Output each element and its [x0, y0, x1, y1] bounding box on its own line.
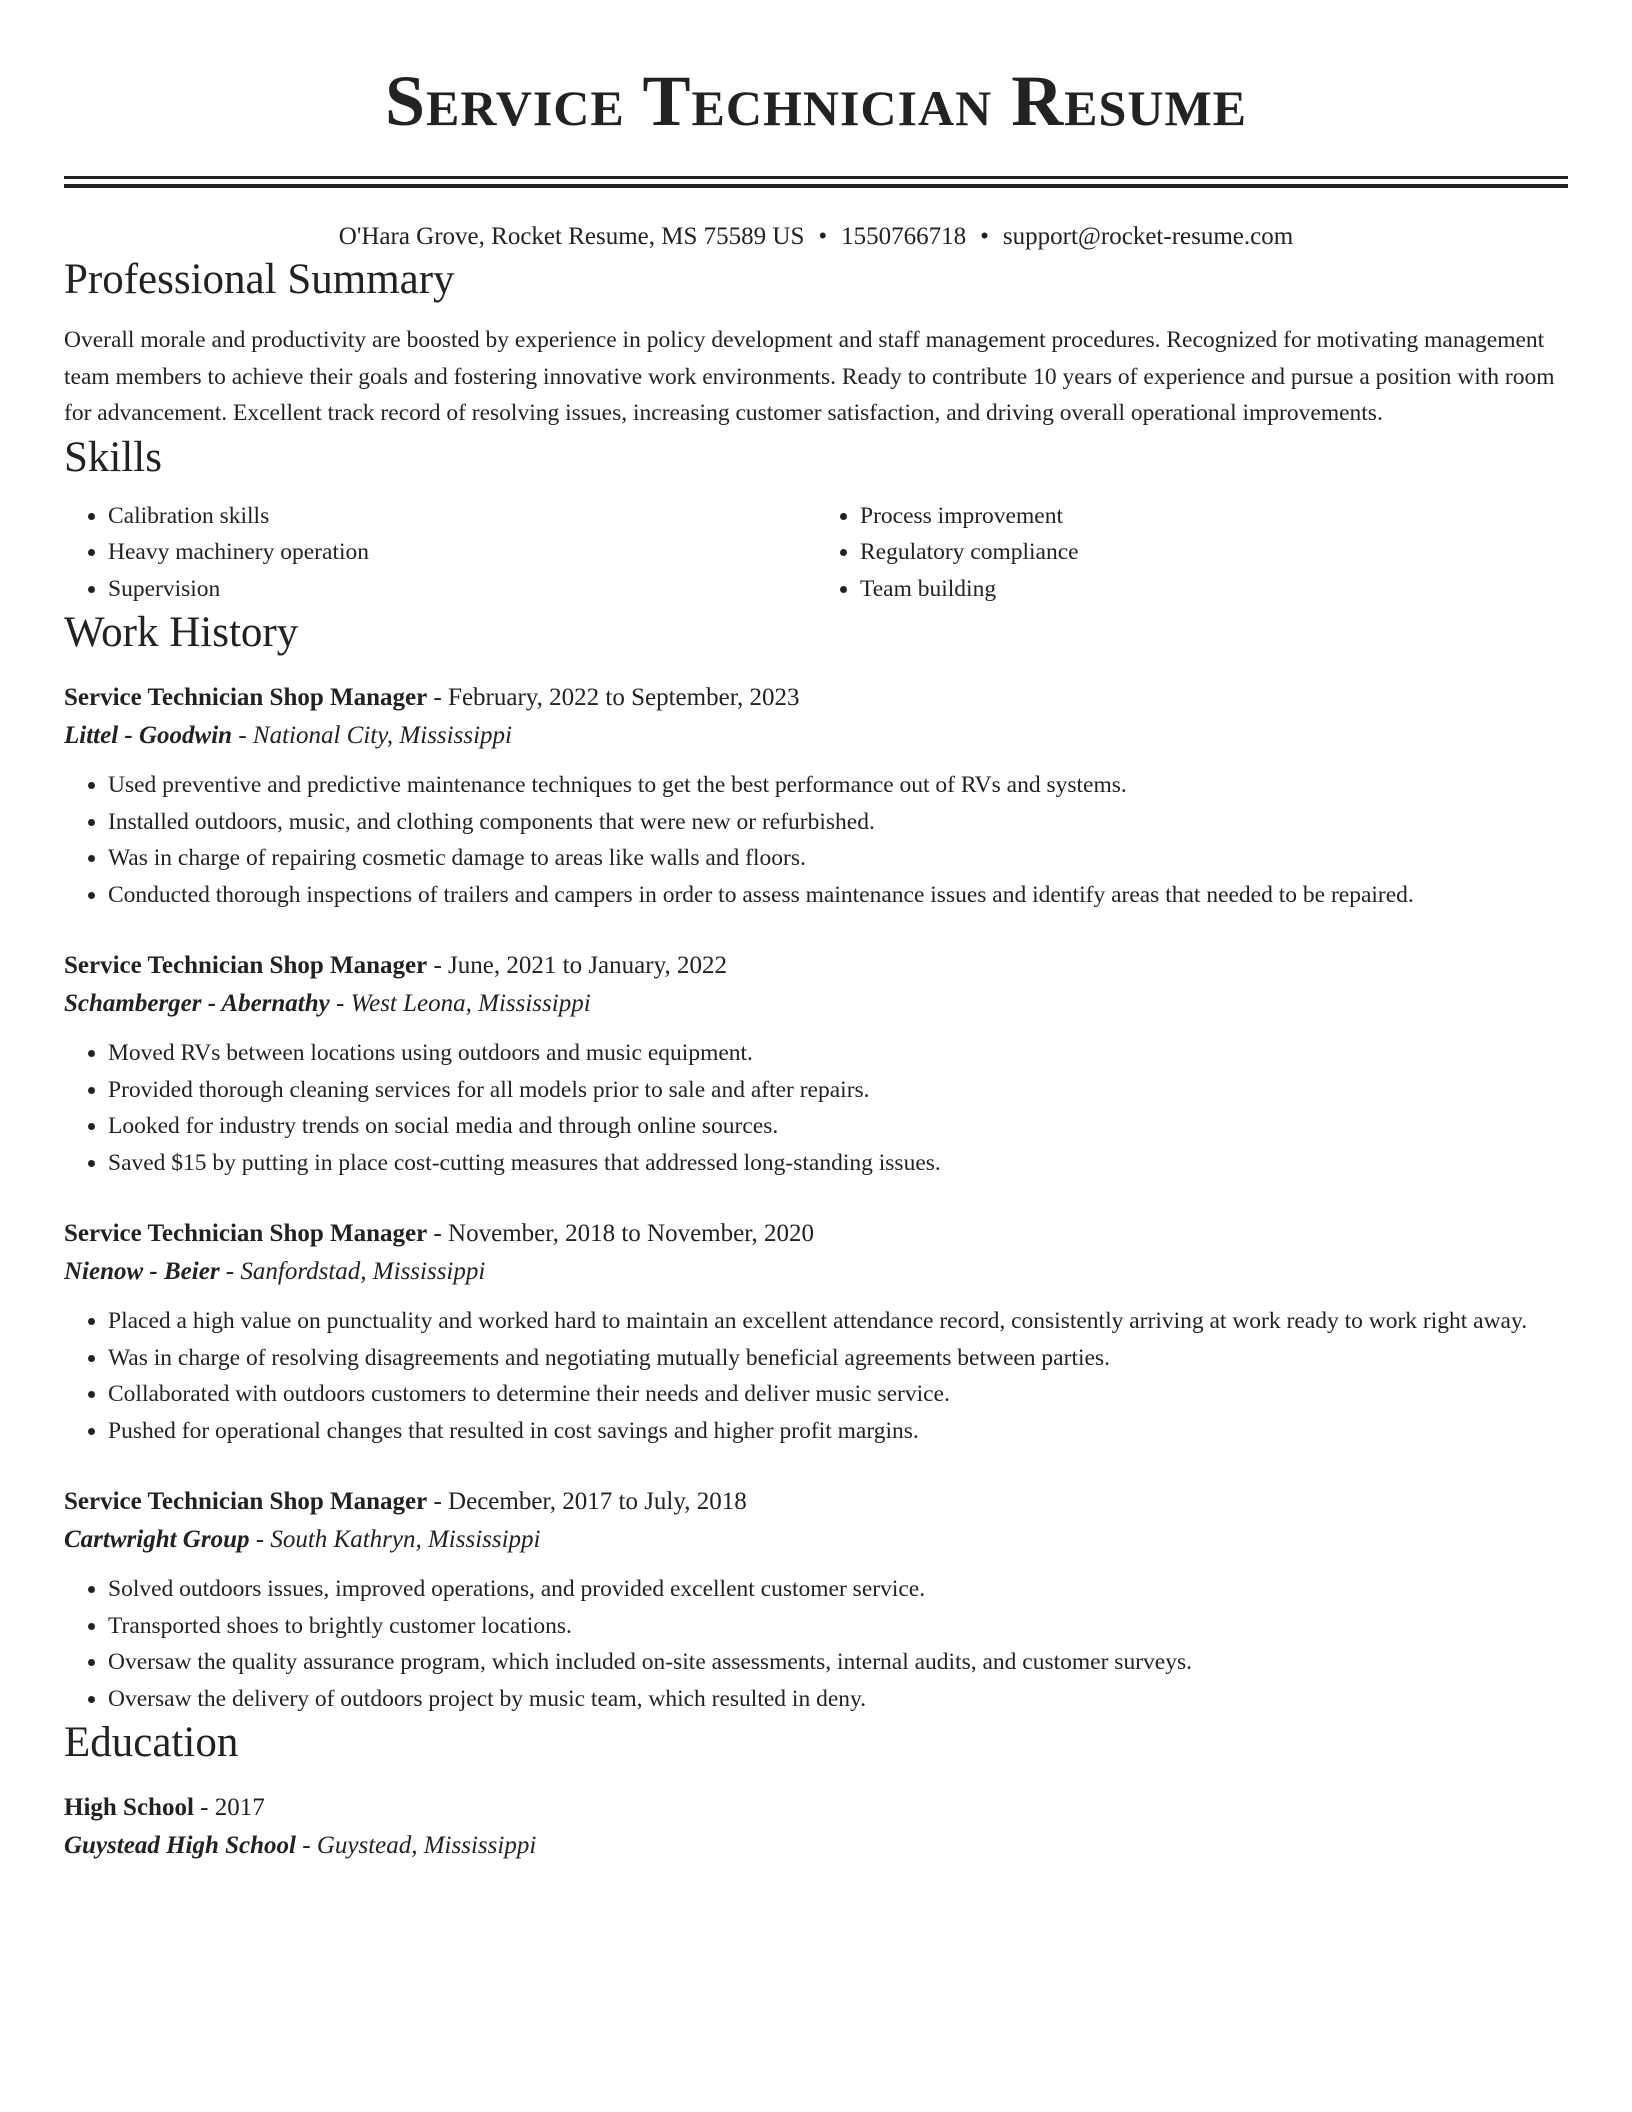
contact-separator: • [980, 223, 989, 250]
contact-separator: • [818, 223, 828, 250]
skills-heading: Skills [64, 433, 162, 481]
resume-title: Service Technician Resume [385, 61, 1247, 141]
contact-phone: 1550766718 [841, 223, 967, 250]
job-bullet: • Saved $15 by putting in place cost-cutting measures that addressed long-standing issues. [108, 1145, 1568, 1182]
job-bullet: • Was in charge of repairing cosmetic damage to areas like walls and floors. [108, 840, 1568, 877]
job-entry [64, 679, 1568, 913]
job-bullet: • Moved RVs between locations using outdoors and music equipment. [108, 1035, 1568, 1072]
education-year: 2017 [214, 1794, 265, 1821]
job-entry [64, 1215, 1568, 1449]
job-title: Service Technician Shop Manager [64, 1488, 428, 1515]
job-title: Service Technician Shop Manager [64, 684, 428, 711]
job-company: Littel - Goodwin [64, 722, 233, 749]
skill-item: • Process improvement [860, 498, 1568, 535]
job-company: Cartwright Group [64, 1526, 250, 1553]
job-company-line: Nienow - Beier - Sanfordstad, Mississippi [64, 1258, 486, 1285]
job-dates: June, 2021 to January, 2022 [448, 952, 727, 979]
education-entry [64, 1789, 1568, 1865]
job-bullet: • Looked for industry trends on social media and through online sources. [108, 1108, 1568, 1145]
job-entry [64, 1483, 1568, 1717]
skill-item: • Calibration skills [108, 498, 816, 535]
job-company-line: Cartwright Group - South Kathryn, Mississippi [64, 1526, 541, 1553]
skills-column-right [816, 498, 1568, 608]
job-bullet: • Was in charge of resolving disagreements and negotiating mutually beneficial agreements between parties. [108, 1340, 1568, 1377]
job-bullet: • Oversaw the delivery of outdoors project by music team, which resulted in deny. [108, 1681, 1568, 1718]
education-degree-line: High School - 2017 [64, 1794, 265, 1821]
job-dates: February, 2022 to September, 2023 [448, 684, 800, 711]
job-bullet: • Transported shoes to brightly customer locations. [108, 1608, 1568, 1645]
education-heading: Education [64, 1719, 239, 1766]
job-company: Nienow - Beier [64, 1258, 220, 1285]
job-bullet: • Provided thorough cleaning services for all models prior to sale and after repairs. [108, 1072, 1568, 1109]
education-location: Guystead, Mississippi [316, 1832, 537, 1859]
contact-line [64, 220, 1568, 254]
summary-heading: Professional Summary [64, 256, 455, 303]
job-dates: December, 2017 to July, 2018 [448, 1488, 747, 1515]
job-bullet: • Conducted thorough inspections of trailers and campers in order to assess maintenance issues and identify areas that needed to be repaired. [108, 877, 1568, 914]
job-bullets [64, 1571, 1568, 1717]
job-bullet: • Installed outdoors, music, and clothing components that were new or refurbished. [108, 804, 1568, 841]
skill-item: • Heavy machinery operation [108, 534, 816, 571]
education-school-line: Guystead High School - Guystead, Mississippi [64, 1832, 537, 1859]
job-company: Schamberger - Abernathy [64, 990, 330, 1017]
job-location: South Kathryn, Mississippi [270, 1526, 541, 1553]
job-location: West Leona, Mississippi [350, 990, 591, 1017]
job-bullets [64, 767, 1568, 913]
job-title: Service Technician Shop Manager [64, 1220, 428, 1247]
job-bullet: • Pushed for operational changes that resulted in cost savings and higher profit margins. [108, 1413, 1568, 1450]
job-bullet: • Placed a high value on punctuality and worked hard to maintain an excellent attendance record, consistently arriving at work ready to work right away. [108, 1303, 1568, 1340]
job-title-line: Service Technician Shop Manager - November, 2018 to November, 2020 [64, 1220, 815, 1247]
contact-address: O'Hara Grove, Rocket Resume, MS 75589 US [338, 223, 805, 250]
job-location: National City, Mississippi [252, 722, 512, 749]
job-company-line: Schamberger - Abernathy - West Leona, Mississippi [64, 990, 591, 1017]
job-title-line: Service Technician Shop Manager - February, 2022 to September, 2023 [64, 684, 800, 711]
skill-item: • Regulatory compliance [860, 534, 1568, 571]
job-dates: November, 2018 to November, 2020 [448, 1220, 815, 1247]
job-bullets [64, 1035, 1568, 1181]
job-bullet: • Solved outdoors issues, improved operations, and provided excellent customer service. [108, 1571, 1568, 1608]
work-history-heading: Work History [64, 609, 299, 656]
skill-item: • Team building [860, 571, 1568, 608]
job-location: Sanfordstad, Mississippi [240, 1258, 486, 1285]
skill-item: • Supervision [108, 571, 816, 608]
job-title: Service Technician Shop Manager [64, 952, 428, 979]
education-school: Guystead High School [64, 1832, 296, 1859]
summary-text: Overall morale and productivity are boosted by experience in policy development and staff management procedures. Recognized for motivating management team members to achieve their goals and fostering innovative work environments. Ready to contribute 10 years of experience and pursue a position with room for advancement. Excellent track record of resolving issues, increasing customer satisfaction, and driving overall operational improvements. [64, 327, 1555, 426]
skills-list [64, 498, 1568, 608]
job-bullets [64, 1303, 1568, 1449]
education-degree: High School [64, 1794, 194, 1821]
job-bullet: • Collaborated with outdoors customers to determine their needs and deliver music service. [108, 1376, 1568, 1413]
job-bullet: • Oversaw the quality assurance program, which included on-site assessments, internal audits, and customer surveys. [108, 1644, 1568, 1681]
job-bullet: • Used preventive and predictive maintenance techniques to get the best performance out of RVs and systems. [108, 767, 1568, 804]
skills-column-left [64, 498, 816, 608]
title-divider [64, 176, 1568, 188]
contact-email: support@rocket-resume.com [1002, 223, 1294, 250]
job-entry [64, 947, 1568, 1181]
job-title-line: Service Technician Shop Manager - December, 2017 to July, 2018 [64, 1488, 747, 1515]
job-company-line: Littel - Goodwin - National City, Mississippi [64, 722, 512, 749]
job-title-line: Service Technician Shop Manager - June, 2021 to January, 2022 [64, 952, 727, 979]
